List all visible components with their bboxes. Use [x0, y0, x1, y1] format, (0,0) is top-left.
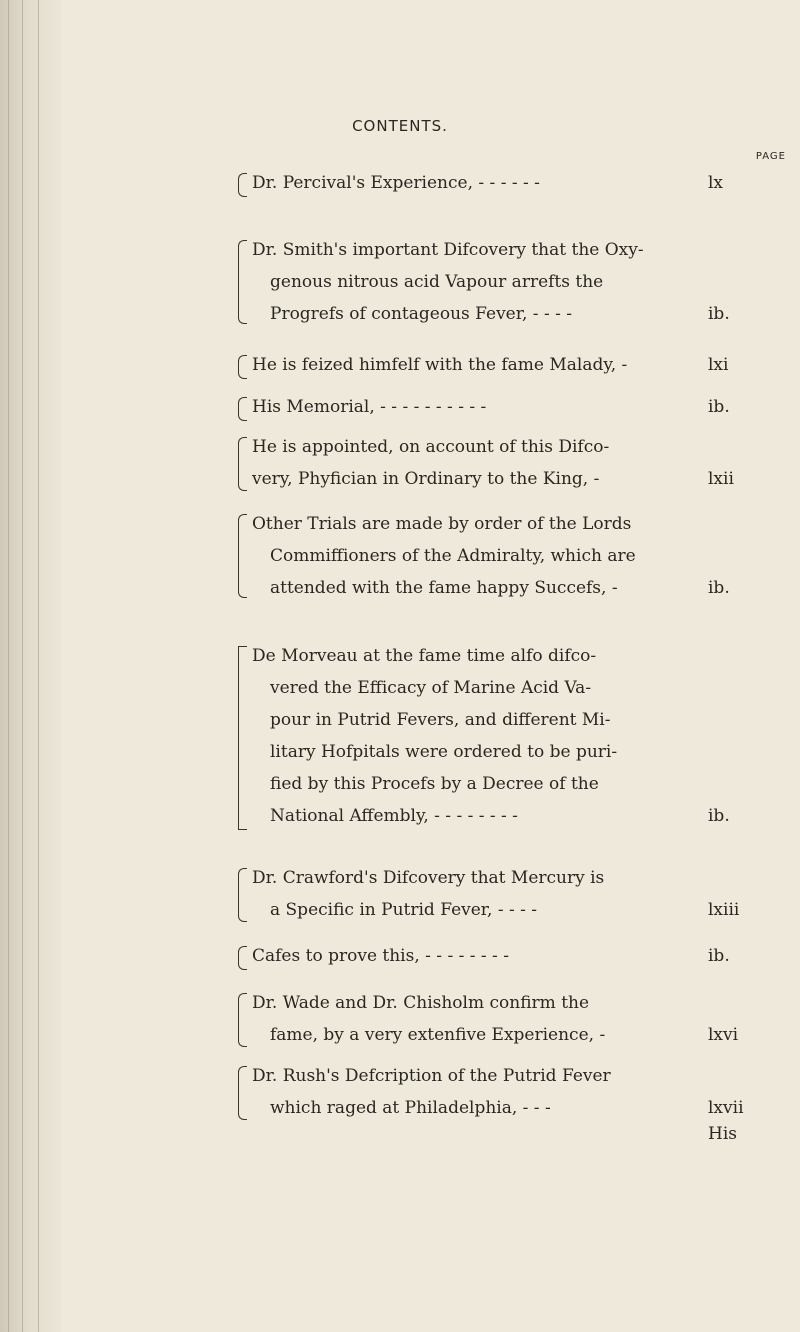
brace: [238, 397, 247, 421]
entry-line: Dr. Percival's Experience, - - - - - - lx: [252, 167, 702, 199]
page-column-label: PAGE: [755, 151, 786, 162]
contents-entry: [252, 862, 797, 926]
edge-line: [22, 0, 23, 1332]
edge-line: [38, 0, 39, 1332]
entry-line: fied by this Procefs by a Decree of the: [270, 774, 599, 794]
contents-entry: [252, 987, 797, 1051]
contents-entry: [252, 391, 797, 423]
contents-entry: [252, 234, 797, 330]
entry-line: Dr. Smith's important Difcovery that the Oxy-: [252, 240, 644, 260]
brace: [238, 437, 247, 491]
brace: [238, 993, 247, 1047]
entry-line: Cafes to prove this, - - - - - - - - ib.: [252, 940, 702, 972]
contents-entry: [252, 431, 797, 495]
entry-line: His Memorial, - - - - - - - - - - ib.: [252, 391, 702, 423]
contents-entry: [252, 640, 797, 832]
brace: [238, 514, 247, 598]
catchword: His: [708, 1124, 737, 1144]
edge-line: [8, 0, 9, 1332]
entry-line: Dr. Wade and Dr. Chisholm confirm the: [252, 993, 590, 1013]
entry-line: Other Trials are made by order of the Lords: [252, 514, 632, 534]
entry-line: fame, by a very extenfive Experience, - lxvi: [252, 1019, 702, 1051]
page-number: lxvii: [708, 1098, 744, 1118]
page-number: lxvi: [708, 1025, 739, 1045]
page-number: lxiii: [708, 900, 740, 920]
page-number: ib.: [708, 304, 730, 324]
entry-line: pour in Putrid Fevers, and different Mi-: [270, 710, 611, 730]
brace: [238, 1066, 247, 1120]
brace: [238, 646, 247, 830]
page-number: ib.: [708, 806, 730, 826]
page-binding-edge: [0, 0, 62, 1332]
entry-line: litary Hofpitals were ordered to be puri-: [270, 742, 618, 762]
brace: [238, 355, 247, 379]
entry-line: very, Phyfician in Ordinary to the King, - lxii: [252, 463, 702, 495]
entry-line: De Morveau at the fame time alfo difco-: [252, 646, 597, 666]
entry-line: attended with the fame happy Succefs, - ib.: [252, 572, 702, 604]
contents-entry: [252, 349, 797, 381]
page-title: CONTENTS.: [352, 117, 448, 135]
contents-entry: [252, 940, 797, 972]
brace: [238, 946, 247, 970]
entry-line: He is feized himfelf with the fame Malady, - lxi: [252, 349, 702, 381]
contents-entry: [252, 167, 797, 199]
entry-line: which raged at Philadelphia, - - - lxvii: [252, 1092, 702, 1124]
entry-line: Dr. Rush's Defcription of the Putrid Fever: [252, 1066, 611, 1086]
entry-line: Dr. Crawford's Difcovery that Mercury is: [252, 868, 605, 888]
contents-entry: [252, 508, 797, 604]
brace: [238, 173, 247, 197]
entry-line: genous nitrous acid Vapour arrefts the: [270, 272, 604, 292]
brace: [238, 240, 247, 324]
entry-line: National Affembly, - - - - - - - - ib.: [252, 800, 702, 832]
entry-line: He is appointed, on account of this Difco-: [252, 437, 610, 457]
entry-line: vered the Efficacy of Marine Acid Va-: [270, 678, 592, 698]
contents-entry: [252, 1060, 797, 1124]
entry-line: a Specific in Putrid Fever, - - - - lxiii: [252, 894, 702, 926]
brace: [238, 868, 247, 922]
page-number: ib.: [708, 578, 730, 598]
page-number: lx: [708, 173, 724, 193]
page-number: lxi: [708, 355, 729, 375]
page-number: ib.: [708, 397, 730, 417]
entry-line: Progrefs of contageous Fever, - - - - ib.: [252, 298, 702, 330]
page-number: ib.: [708, 946, 730, 966]
entry-line: Commiffioners of the Admiralty, which are: [270, 546, 636, 566]
page-number: lxii: [708, 469, 734, 489]
